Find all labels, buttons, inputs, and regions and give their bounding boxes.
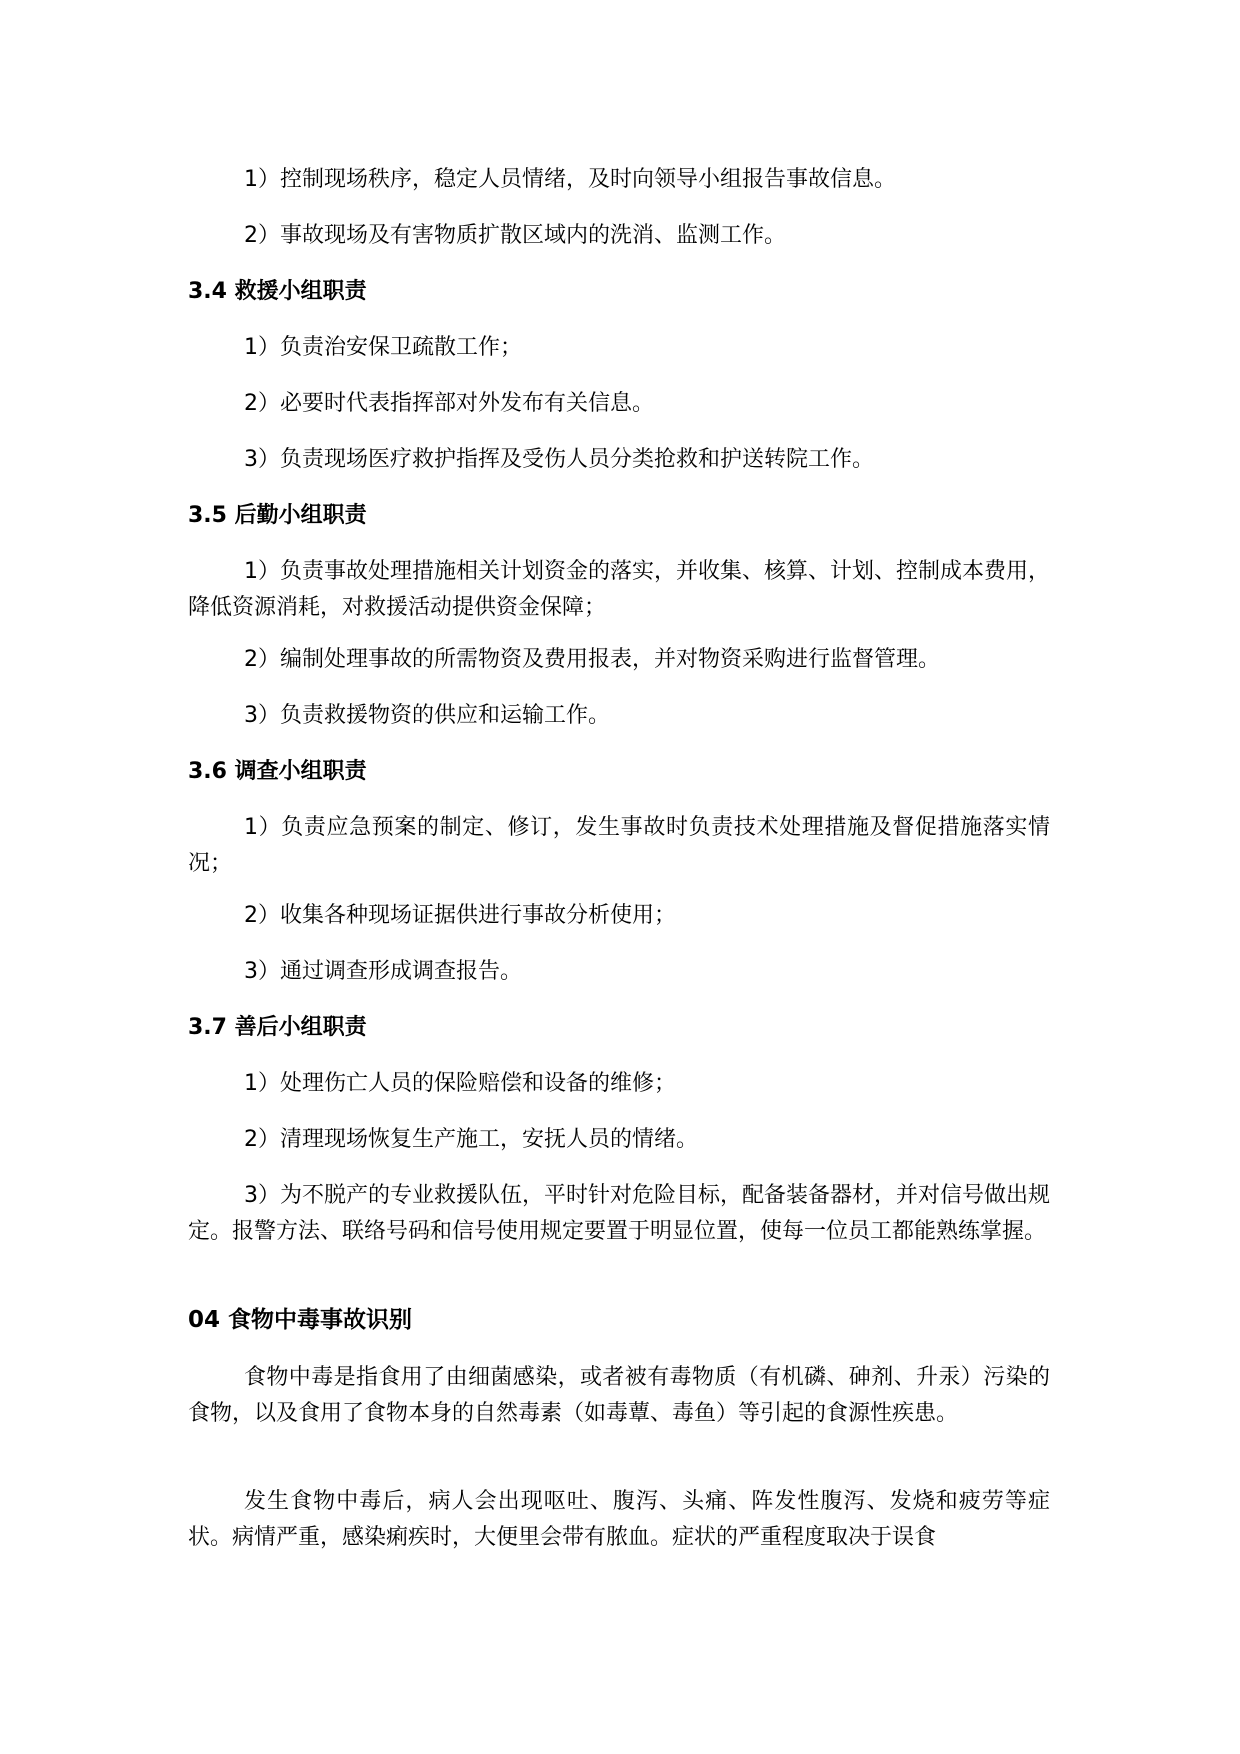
list-item: 2）必要时代表指挥部对外发布有关信息。 [244,391,654,416]
body-paragraph: 食物中毒是指食用了由细菌感染，或者被有毒物质（有机磷、砷剂、升汞）污染的食物，以及食用了食物本身的自然毒素（如毒蕈、毒鱼）等引起的食源性疾患。 [188,1365,1050,1426]
chapter-heading: 04 食物中毒事故识别 [188,1307,413,1333]
list-item: 2）清理现场恢复生产施工，安抚人员的情绪。 [244,1127,698,1152]
list-item: 1）处理伤亡人员的保险赔偿和设备的维修； [244,1071,676,1096]
body-paragraph: 发生食物中毒后，病人会出现呕吐、腹泻、头痛、阵发性腹泻、发烧和疲劳等症状。病情严重，感染痢疾时，大便里会带有脓血。症状的严重程度取决于误食 [188,1489,1050,1550]
section-heading: 3.4 救援小组职责 [188,279,367,304]
section-heading: 3.5 后勤小组职责 [188,503,367,528]
section-heading: 3.7 善后小组职责 [188,1015,367,1040]
list-item: 1）控制现场秩序，稳定人员情绪，及时向领导小组报告事故信息。 [244,167,896,192]
list-item: 3）为不脱产的专业救援队伍，平时针对危险目标，配备装备器材，并对信号做出规定。报警方法、联络号码和信号使用规定要置于明显位置，使每一位员工都能熟练掌握。 [188,1183,1050,1244]
list-item: 2）收集各种现场证据供进行事故分析使用； [244,903,676,928]
section-heading: 3.6 调查小组职责 [188,759,367,784]
list-item: 2）编制处理事故的所需物资及费用报表，并对物资采购进行监督管理。 [244,647,940,672]
list-item: 2）事故现场及有害物质扩散区域内的洗消、监测工作。 [244,223,786,248]
list-item: 1）负责事故处理措施相关计划资金的落实，并收集、核算、计划、控制成本费用，降低资源消耗，对救援活动提供资金保障； [188,559,1050,620]
list-item: 3）负责现场医疗救护指挥及受伤人员分类抢救和护送转院工作。 [244,447,874,472]
list-item: 3）负责救援物资的供应和运输工作。 [244,703,610,728]
list-item: 1）负责治安保卫疏散工作； [244,335,522,360]
list-item: 1）负责应急预案的制定、修订，发生事故时负责技术处理措施及督促措施落实情况； [188,815,1050,876]
list-item: 3）通过调查形成调查报告。 [244,959,522,984]
